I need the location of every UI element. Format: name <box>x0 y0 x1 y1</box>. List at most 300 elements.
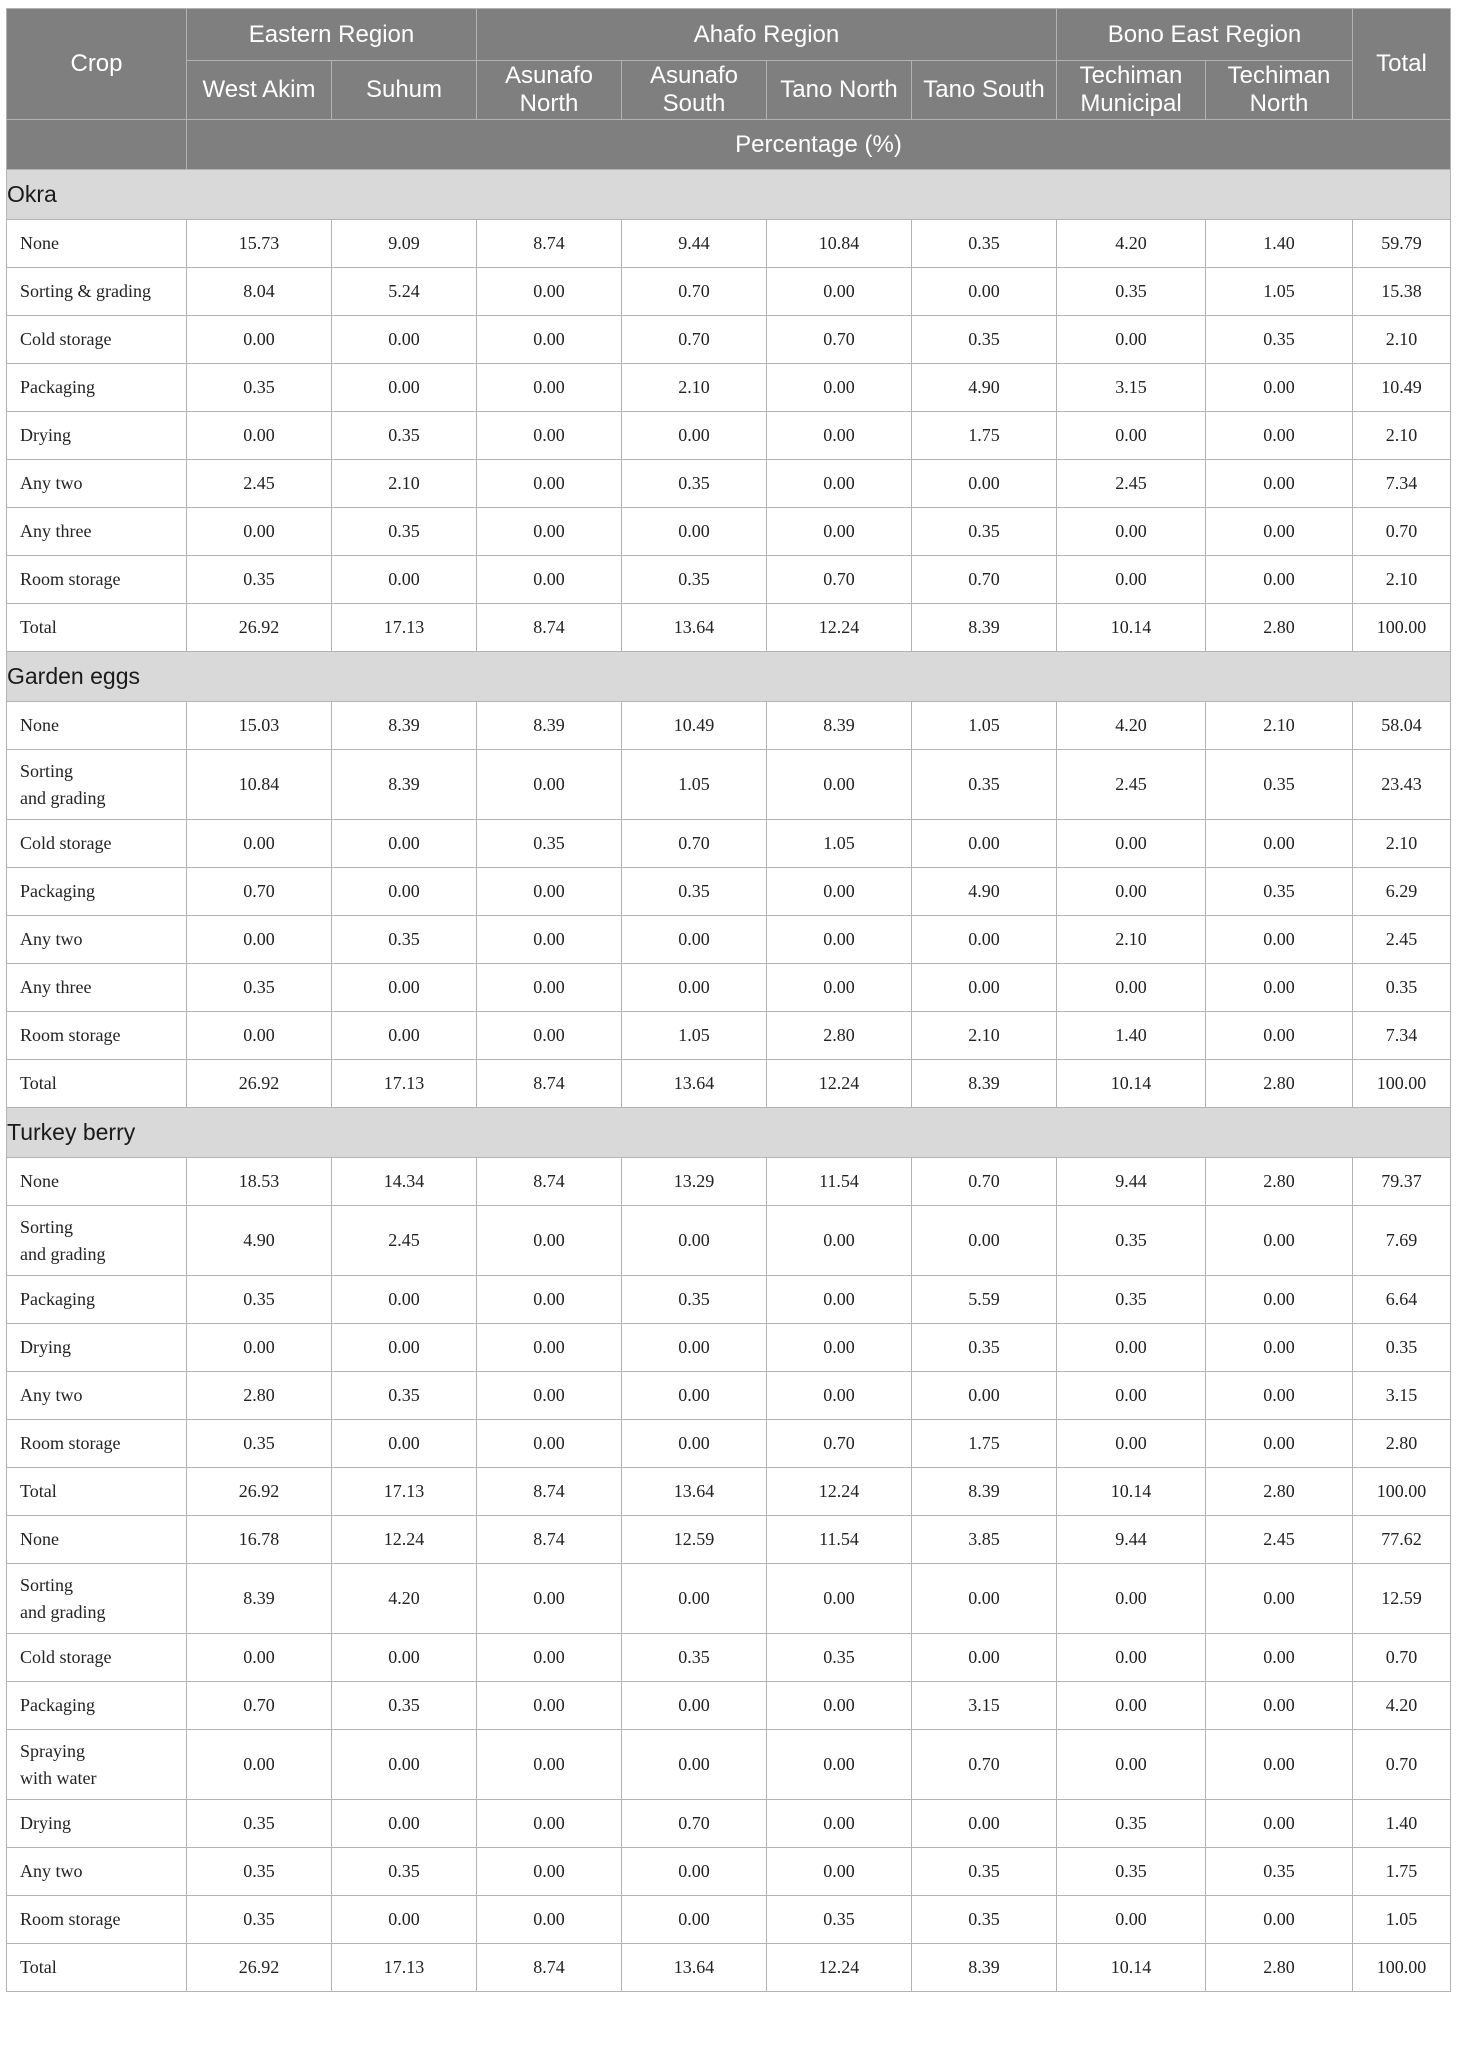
section-row <box>7 1108 1451 1158</box>
value-cell: 0.00 <box>332 964 477 1012</box>
row-label: Drying <box>7 1324 187 1372</box>
value-cell: 0.00 <box>622 1372 767 1420</box>
value-cell: 12.24 <box>767 1060 912 1108</box>
value-cell: 0.00 <box>477 916 622 964</box>
table-row <box>7 556 1451 604</box>
district-header: Suhum <box>332 61 477 120</box>
value-cell: 0.00 <box>477 868 622 916</box>
value-cell: 8.74 <box>477 1158 622 1206</box>
value-cell: 9.44 <box>1057 1516 1206 1564</box>
value-cell: 0.35 <box>1057 1848 1206 1896</box>
value-cell: 0.00 <box>1206 1324 1353 1372</box>
value-cell: 4.90 <box>912 364 1057 412</box>
value-cell: 0.35 <box>1057 1800 1206 1848</box>
value-cell: 3.85 <box>912 1516 1057 1564</box>
table-row <box>7 750 1451 820</box>
value-cell: 0.70 <box>622 820 767 868</box>
value-cell: 0.35 <box>912 316 1057 364</box>
value-cell: 0.00 <box>1206 508 1353 556</box>
value-cell: 0.35 <box>1057 268 1206 316</box>
value-cell: 0.00 <box>477 1634 622 1682</box>
total-cell: 0.70 <box>1353 1730 1451 1800</box>
value-cell: 0.00 <box>1057 1730 1206 1800</box>
value-cell: 0.70 <box>622 268 767 316</box>
value-cell: 13.64 <box>622 1060 767 1108</box>
section-title: Okra <box>7 170 1451 220</box>
value-cell: 0.00 <box>1206 1730 1353 1800</box>
value-cell: 0.00 <box>767 1848 912 1896</box>
value-cell: 0.00 <box>1057 412 1206 460</box>
value-cell: 0.00 <box>187 508 332 556</box>
value-cell: 0.00 <box>1206 1634 1353 1682</box>
value-cell: 0.35 <box>912 220 1057 268</box>
value-cell: 0.00 <box>1206 1206 1353 1276</box>
value-cell: 12.24 <box>767 1468 912 1516</box>
value-cell: 18.53 <box>187 1158 332 1206</box>
value-cell: 0.00 <box>912 964 1057 1012</box>
value-cell: 0.00 <box>477 964 622 1012</box>
row-label: Packaging <box>7 1276 187 1324</box>
table-row <box>7 1012 1451 1060</box>
table-row <box>7 1324 1451 1372</box>
value-cell: 0.00 <box>767 1800 912 1848</box>
value-cell: 0.35 <box>1206 750 1353 820</box>
value-cell: 10.14 <box>1057 1944 1206 1992</box>
value-cell: 0.00 <box>187 1634 332 1682</box>
value-cell: 8.74 <box>477 1944 622 1992</box>
value-cell: 5.24 <box>332 268 477 316</box>
row-label: Any three <box>7 508 187 556</box>
district-header: Asunafo North <box>477 61 622 120</box>
row-label: Cold storage <box>7 1634 187 1682</box>
total-cell: 0.70 <box>1353 1634 1451 1682</box>
value-cell: 0.00 <box>332 316 477 364</box>
value-cell: 0.35 <box>187 364 332 412</box>
value-cell: 10.84 <box>187 750 332 820</box>
value-cell: 8.39 <box>187 1564 332 1634</box>
value-cell: 2.80 <box>1206 1944 1353 1992</box>
value-cell: 0.00 <box>912 1206 1057 1276</box>
table-row <box>7 702 1451 750</box>
value-cell: 12.59 <box>622 1516 767 1564</box>
value-cell: 1.05 <box>1206 268 1353 316</box>
value-cell: 0.35 <box>767 1634 912 1682</box>
row-label: Packaging <box>7 868 187 916</box>
value-cell: 0.00 <box>332 868 477 916</box>
value-cell: 0.00 <box>1057 1564 1206 1634</box>
total-cell: 0.35 <box>1353 964 1451 1012</box>
value-cell: 0.00 <box>332 1800 477 1848</box>
row-label: Room storage <box>7 556 187 604</box>
value-cell: 3.15 <box>1057 364 1206 412</box>
value-cell: 0.35 <box>912 1848 1057 1896</box>
value-cell: 0.00 <box>912 820 1057 868</box>
value-cell: 0.00 <box>187 916 332 964</box>
value-cell: 0.35 <box>912 1324 1057 1372</box>
district-header: Asunafo South <box>622 61 767 120</box>
section-row <box>7 170 1451 220</box>
value-cell: 0.70 <box>912 556 1057 604</box>
total-cell: 1.05 <box>1353 1896 1451 1944</box>
value-cell: 0.00 <box>622 1324 767 1372</box>
value-cell: 13.64 <box>622 1944 767 1992</box>
value-cell: 0.35 <box>1057 1206 1206 1276</box>
value-cell: 0.00 <box>622 412 767 460</box>
value-cell: 0.00 <box>1206 1420 1353 1468</box>
value-cell: 0.35 <box>1057 1276 1206 1324</box>
value-cell: 0.00 <box>767 1276 912 1324</box>
value-cell: 0.00 <box>767 1730 912 1800</box>
value-cell: 0.35 <box>1206 1848 1353 1896</box>
row-label: None <box>7 1516 187 1564</box>
data-table <box>6 8 1451 1992</box>
table-row <box>7 316 1451 364</box>
value-cell: 0.70 <box>912 1158 1057 1206</box>
value-cell: 0.00 <box>1206 1372 1353 1420</box>
row-label: Any two <box>7 460 187 508</box>
district-header: Techiman Municipal <box>1057 61 1206 120</box>
total-cell: 2.10 <box>1353 556 1451 604</box>
row-label: Sorting and grading <box>7 750 187 820</box>
row-label: Room storage <box>7 1420 187 1468</box>
value-cell: 0.00 <box>332 364 477 412</box>
value-cell: 0.00 <box>477 1682 622 1730</box>
table-row <box>7 964 1451 1012</box>
table-body <box>7 170 1451 1992</box>
value-cell: 0.35 <box>332 916 477 964</box>
value-cell: 0.35 <box>622 1634 767 1682</box>
total-cell: 1.40 <box>1353 1800 1451 1848</box>
value-cell: 2.10 <box>912 1012 1057 1060</box>
value-cell: 0.00 <box>1057 1634 1206 1682</box>
value-cell: 8.04 <box>187 268 332 316</box>
value-cell: 16.78 <box>187 1516 332 1564</box>
total-cell: 7.34 <box>1353 1012 1451 1060</box>
district-header: Tano North <box>767 61 912 120</box>
total-cell: 6.64 <box>1353 1276 1451 1324</box>
section-title: Garden eggs <box>7 652 1451 702</box>
value-cell: 0.00 <box>767 1372 912 1420</box>
value-cell: 8.39 <box>912 1944 1057 1992</box>
value-cell: 0.00 <box>767 364 912 412</box>
value-cell: 0.35 <box>332 412 477 460</box>
total-cell: 7.69 <box>1353 1206 1451 1276</box>
value-cell: 0.00 <box>622 1206 767 1276</box>
table-row <box>7 1516 1451 1564</box>
value-cell: 0.00 <box>767 460 912 508</box>
table-row <box>7 220 1451 268</box>
value-cell: 0.00 <box>332 1012 477 1060</box>
value-cell: 0.00 <box>1206 1800 1353 1848</box>
value-cell: 0.00 <box>187 820 332 868</box>
value-cell: 0.35 <box>332 508 477 556</box>
value-cell: 0.00 <box>1206 964 1353 1012</box>
row-label: Room storage <box>7 1896 187 1944</box>
value-cell: 2.80 <box>1206 604 1353 652</box>
value-cell: 0.70 <box>767 316 912 364</box>
value-cell: 0.35 <box>767 1896 912 1944</box>
value-cell: 0.70 <box>622 1800 767 1848</box>
value-cell: 5.59 <box>912 1276 1057 1324</box>
value-cell: 2.80 <box>1206 1060 1353 1108</box>
value-cell: 0.35 <box>912 750 1057 820</box>
value-cell: 26.92 <box>187 1468 332 1516</box>
value-cell: 0.00 <box>477 1012 622 1060</box>
value-cell: 8.74 <box>477 220 622 268</box>
value-cell: 2.80 <box>767 1012 912 1060</box>
crop-header: Crop <box>7 9 187 120</box>
total-cell: 3.15 <box>1353 1372 1451 1420</box>
value-cell: 17.13 <box>332 1468 477 1516</box>
value-cell: 0.00 <box>477 1730 622 1800</box>
total-cell: 100.00 <box>1353 1468 1451 1516</box>
value-cell: 4.20 <box>1057 702 1206 750</box>
value-cell: 0.00 <box>1206 916 1353 964</box>
value-cell: 9.44 <box>1057 1158 1206 1206</box>
value-cell: 2.10 <box>622 364 767 412</box>
value-cell: 0.35 <box>187 964 332 1012</box>
value-cell: 0.00 <box>767 868 912 916</box>
row-label: Cold storage <box>7 820 187 868</box>
total-cell: 2.10 <box>1353 820 1451 868</box>
row-label: Total <box>7 1944 187 1992</box>
district-header: Techiman North <box>1206 61 1353 120</box>
value-cell: 8.39 <box>332 750 477 820</box>
row-label: Sorting and grading <box>7 1564 187 1634</box>
value-cell: 0.00 <box>477 750 622 820</box>
value-cell: 11.54 <box>767 1158 912 1206</box>
value-cell: 0.00 <box>912 268 1057 316</box>
value-cell: 0.35 <box>187 1848 332 1896</box>
value-cell: 0.00 <box>477 1372 622 1420</box>
table-row <box>7 1800 1451 1848</box>
value-cell: 0.35 <box>912 508 1057 556</box>
unit-header: Percentage (%) <box>187 120 1451 170</box>
value-cell: 0.00 <box>477 268 622 316</box>
value-cell: 0.00 <box>1057 1372 1206 1420</box>
value-cell: 0.00 <box>1206 1896 1353 1944</box>
total-cell: 6.29 <box>1353 868 1451 916</box>
row-label: Total <box>7 1060 187 1108</box>
value-cell: 0.00 <box>767 268 912 316</box>
value-cell: 0.70 <box>187 1682 332 1730</box>
table-row <box>7 1060 1451 1108</box>
total-cell: 2.45 <box>1353 916 1451 964</box>
total-cell: 2.10 <box>1353 316 1451 364</box>
value-cell: 0.35 <box>187 1800 332 1848</box>
value-cell: 0.00 <box>477 1800 622 1848</box>
value-cell: 10.49 <box>622 702 767 750</box>
table-row <box>7 1276 1451 1324</box>
value-cell: 1.75 <box>912 1420 1057 1468</box>
region-header: Ahafo Region <box>477 9 1057 61</box>
table-row <box>7 364 1451 412</box>
value-cell: 10.14 <box>1057 1060 1206 1108</box>
value-cell: 8.74 <box>477 1468 622 1516</box>
value-cell: 0.00 <box>767 916 912 964</box>
value-cell: 0.00 <box>1057 508 1206 556</box>
total-cell: 12.59 <box>1353 1564 1451 1634</box>
value-cell: 0.00 <box>622 916 767 964</box>
value-cell: 0.00 <box>622 508 767 556</box>
value-cell: 0.35 <box>187 1896 332 1944</box>
value-cell: 0.00 <box>477 316 622 364</box>
value-cell: 10.14 <box>1057 604 1206 652</box>
value-cell: 12.24 <box>332 1516 477 1564</box>
row-label: Packaging <box>7 1682 187 1730</box>
value-cell: 11.54 <box>767 1516 912 1564</box>
row-label: None <box>7 1158 187 1206</box>
value-cell: 2.80 <box>187 1372 332 1420</box>
value-cell: 0.00 <box>622 964 767 1012</box>
value-cell: 1.40 <box>1206 220 1353 268</box>
value-cell: 2.45 <box>1057 460 1206 508</box>
value-cell: 0.00 <box>767 508 912 556</box>
value-cell: 0.00 <box>477 1206 622 1276</box>
value-cell: 1.75 <box>912 412 1057 460</box>
total-cell: 23.43 <box>1353 750 1451 820</box>
value-cell: 4.20 <box>332 1564 477 1634</box>
value-cell: 17.13 <box>332 1944 477 1992</box>
total-cell: 0.70 <box>1353 508 1451 556</box>
value-cell: 0.00 <box>912 1800 1057 1848</box>
value-cell: 0.00 <box>1206 1682 1353 1730</box>
value-cell: 0.00 <box>1057 316 1206 364</box>
total-cell: 100.00 <box>1353 604 1451 652</box>
total-cell: 77.62 <box>1353 1516 1451 1564</box>
table-row <box>7 1206 1451 1276</box>
value-cell: 8.39 <box>767 702 912 750</box>
value-cell: 0.00 <box>767 1206 912 1276</box>
value-cell: 2.10 <box>332 460 477 508</box>
value-cell: 3.15 <box>912 1682 1057 1730</box>
crop-header-spacer <box>7 120 187 170</box>
value-cell: 8.39 <box>912 604 1057 652</box>
value-cell: 0.00 <box>477 1324 622 1372</box>
value-cell: 0.00 <box>622 1420 767 1468</box>
value-cell: 0.00 <box>1206 1276 1353 1324</box>
total-cell: 100.00 <box>1353 1060 1451 1108</box>
table-row <box>7 268 1451 316</box>
value-cell: 0.00 <box>332 1634 477 1682</box>
district-header: Tano South <box>912 61 1057 120</box>
value-cell: 0.00 <box>767 1682 912 1730</box>
section-title: Turkey berry <box>7 1108 1451 1158</box>
total-cell: 1.75 <box>1353 1848 1451 1896</box>
value-cell: 0.70 <box>767 1420 912 1468</box>
total-cell: 100.00 <box>1353 1944 1451 1992</box>
value-cell: 0.00 <box>477 460 622 508</box>
value-cell: 0.00 <box>187 412 332 460</box>
value-cell: 1.05 <box>622 1012 767 1060</box>
value-cell: 0.35 <box>622 460 767 508</box>
value-cell: 13.29 <box>622 1158 767 1206</box>
value-cell: 0.00 <box>767 412 912 460</box>
table-row <box>7 508 1451 556</box>
value-cell: 0.00 <box>912 460 1057 508</box>
value-cell: 0.00 <box>1057 556 1206 604</box>
value-cell: 0.00 <box>767 1324 912 1372</box>
value-cell: 0.70 <box>187 868 332 916</box>
value-cell: 0.00 <box>187 1012 332 1060</box>
value-cell: 0.00 <box>622 1848 767 1896</box>
total-header: Total <box>1353 9 1451 120</box>
value-cell: 26.92 <box>187 604 332 652</box>
value-cell: 2.80 <box>1206 1468 1353 1516</box>
table-row <box>7 1468 1451 1516</box>
district-header: West Akim <box>187 61 332 120</box>
value-cell: 0.00 <box>622 1564 767 1634</box>
value-cell: 0.00 <box>332 1420 477 1468</box>
value-cell: 9.09 <box>332 220 477 268</box>
value-cell: 0.00 <box>1057 1896 1206 1944</box>
value-cell: 0.00 <box>767 750 912 820</box>
total-cell: 59.79 <box>1353 220 1451 268</box>
value-cell: 0.00 <box>1206 556 1353 604</box>
table-row <box>7 820 1451 868</box>
total-cell: 58.04 <box>1353 702 1451 750</box>
value-cell: 2.45 <box>1057 750 1206 820</box>
total-cell: 7.34 <box>1353 460 1451 508</box>
table-row <box>7 1682 1451 1730</box>
region-header: Eastern Region <box>187 9 477 61</box>
table-row <box>7 1564 1451 1634</box>
value-cell: 10.14 <box>1057 1468 1206 1516</box>
value-cell: 0.00 <box>912 1634 1057 1682</box>
value-cell: 8.74 <box>477 1516 622 1564</box>
value-cell: 0.35 <box>622 1276 767 1324</box>
value-cell: 0.00 <box>187 1324 332 1372</box>
value-cell: 0.00 <box>1206 412 1353 460</box>
value-cell: 0.00 <box>622 1682 767 1730</box>
table-row <box>7 604 1451 652</box>
total-cell: 15.38 <box>1353 268 1451 316</box>
value-cell: 0.70 <box>622 316 767 364</box>
value-cell: 4.90 <box>912 868 1057 916</box>
value-cell: 0.00 <box>187 316 332 364</box>
value-cell: 0.00 <box>187 1730 332 1800</box>
value-cell: 0.00 <box>1057 1682 1206 1730</box>
table-row <box>7 1634 1451 1682</box>
table-header <box>7 9 1451 170</box>
table-row <box>7 460 1451 508</box>
total-cell: 0.35 <box>1353 1324 1451 1372</box>
table-row <box>7 1730 1451 1800</box>
section-row <box>7 652 1451 702</box>
value-cell: 0.35 <box>187 556 332 604</box>
row-label: None <box>7 702 187 750</box>
value-cell: 8.39 <box>332 702 477 750</box>
value-cell: 0.35 <box>1206 316 1353 364</box>
value-cell: 0.00 <box>622 1896 767 1944</box>
table-row <box>7 412 1451 460</box>
value-cell: 0.00 <box>477 412 622 460</box>
value-cell: 0.00 <box>477 1848 622 1896</box>
value-cell: 0.35 <box>332 1372 477 1420</box>
value-cell: 0.00 <box>477 1420 622 1468</box>
value-cell: 8.39 <box>912 1468 1057 1516</box>
table-row <box>7 1896 1451 1944</box>
value-cell: 2.45 <box>332 1206 477 1276</box>
row-label: Any three <box>7 964 187 1012</box>
value-cell: 0.00 <box>332 1276 477 1324</box>
value-cell: 2.45 <box>1206 1516 1353 1564</box>
table-row <box>7 1944 1451 1992</box>
value-cell: 0.35 <box>1206 868 1353 916</box>
value-cell: 13.64 <box>622 1468 767 1516</box>
value-cell: 12.24 <box>767 1944 912 1992</box>
value-cell: 0.35 <box>332 1848 477 1896</box>
